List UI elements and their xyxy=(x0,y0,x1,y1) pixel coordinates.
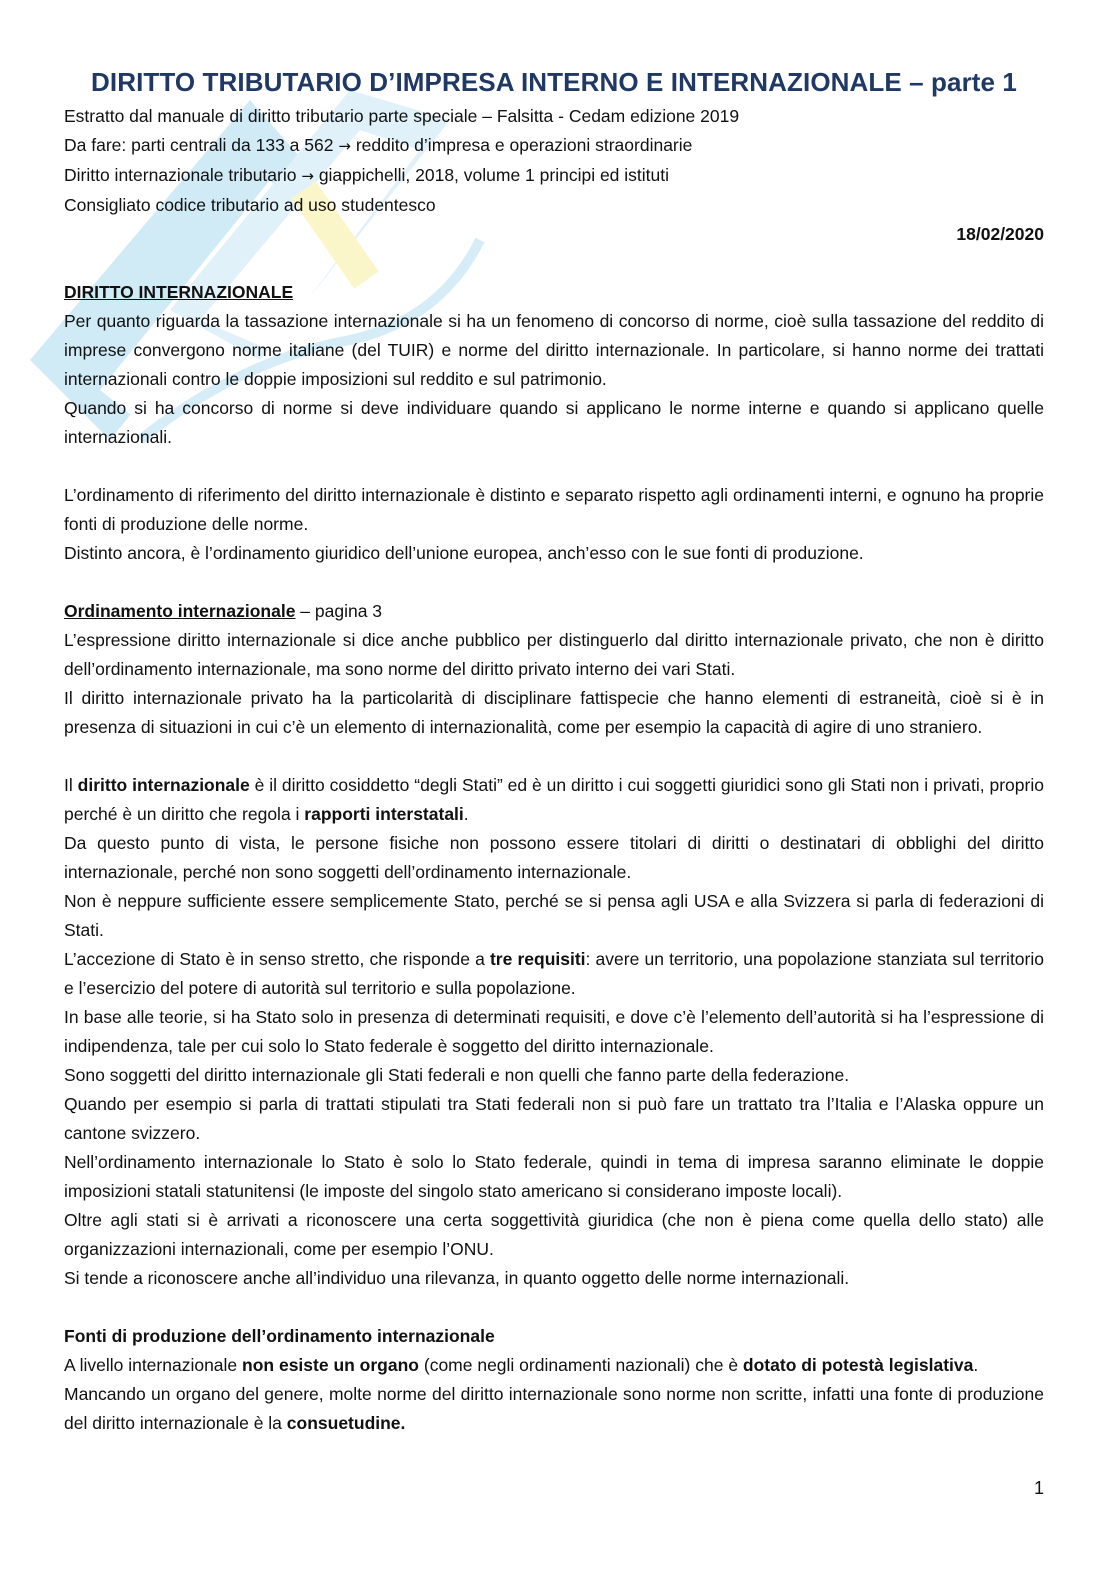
paragraph xyxy=(64,1380,1044,1438)
document-page xyxy=(64,62,1044,1438)
arrow-right-icon: → xyxy=(301,167,314,185)
paragraph: L’espressione diritto internazionale si dice anche pubblico per distinguerlo dal diritto internazionale privato, che non è diritto dell’ordinamento internazionale, ma sono norme del diritto privato interno dei vari Stati. xyxy=(64,630,1044,679)
paragraph: Nell’ordinamento internazionale lo Stato è solo lo Stato federale, quindi in tema di impresa saranno eliminate le doppie imposizioni statali statunitensi (le imposte del singolo stato americano si considerano imposte locali). xyxy=(64,1152,1044,1201)
document-title: DIRITTO TRIBUTARIO D’IMPRESA INTERNO E INTERNAZIONALE – parte 1 xyxy=(91,67,1017,97)
intro-line-2 xyxy=(64,131,1044,161)
intro-line-2-text-a: Da fare: parti centrali da 133 a 562 xyxy=(64,135,334,155)
text-run: . xyxy=(463,804,469,824)
intro-line-1: Estratto dal manuale di diritto tributario parte speciale – Falsitta - Cedam edizione 2019 xyxy=(64,106,740,126)
paragraph: Sono soggetti del diritto internazionale gli Stati federali e non quelli che fanno parte della federazione. xyxy=(64,1065,850,1085)
paragraph: Quando si ha concorso di norme si deve individuare quando si applicano le norme interne e quando si applicano quelle internazionali. xyxy=(64,398,1044,447)
intro-line-4: Consigliato codice tributario ad uso studentesco xyxy=(64,195,436,215)
text-run: (come negli ordinamenti nazionali) che è xyxy=(419,1355,743,1375)
text-run: . xyxy=(973,1355,979,1375)
paragraph xyxy=(64,945,1044,1003)
paragraph: L’ordinamento di riferimento del diritto internazionale è distinto e separato rispetto agli ordinamenti interni, e ognuno ha proprie fonti di produzione delle norme. xyxy=(64,485,1044,534)
paragraph: Distinto ancora, è l’ordinamento giuridico dell’unione europea, anch’esso con le sue fonti di produzione. xyxy=(64,543,864,563)
intro-line-2-text-b: reddito d’impresa e operazioni straordinarie xyxy=(355,135,693,155)
paragraph: Non è neppure sufficiente essere semplicemente Stato, perché se si pensa agli USA e alla Svizzera si parla di federazioni di Stati. xyxy=(64,891,1044,940)
bold-run: consuetudine. xyxy=(286,1413,406,1433)
text-run: A livello internazionale xyxy=(64,1355,243,1375)
paragraph: Si tende a riconoscere anche all’individuo una rilevanza, in quanto oggetto delle norme internazionali. xyxy=(64,1268,850,1288)
intro-line-3-text-a: Diritto internazionale tributario xyxy=(64,165,297,185)
subhead-bold: Ordinamento internazionale xyxy=(64,601,296,621)
bold-run: tre requisiti xyxy=(489,949,586,969)
paragraph: In base alle teorie, si ha Stato solo in presenza di determinati requisiti, e dove c’è l’elemento dell’autorità si ha l’espressione di indipendenza, tale per cui solo lo Stato federale è soggetto del diritto internazionale. xyxy=(64,1007,1044,1056)
text-run: è il diritto cosiddetto “degli Stati” ed è un diritto i cui soggetti giuridici sono gli Stati non i privati, proprio perché è un diritto che regola i xyxy=(64,775,1044,824)
bold-run: non esiste un organo xyxy=(242,1355,419,1375)
intro-line-3 xyxy=(64,161,1044,191)
document-date: 18/02/2020 xyxy=(956,224,1044,244)
section-heading-fonti: Fonti di produzione dell’ordinamento internazionale xyxy=(64,1326,495,1346)
text-run: Mancando un organo del genere, molte norme del diritto internazionale sono norme non scritte, infatti una fonte di produzione del diritto internazionale è la xyxy=(64,1384,1044,1433)
bold-run: rapporti interstatali xyxy=(304,804,464,824)
arrow-right-icon: → xyxy=(338,137,351,155)
bold-run: diritto internazionale xyxy=(77,775,250,795)
paragraph: Quando per esempio si parla di trattati stipulati tra Stati federali non si può fare un trattato tra l’Italia e l’Alaska oppure un cantone svizzero. xyxy=(64,1094,1044,1143)
intro-line-3-text-b: giappichelli, 2018, volume 1 principi ed istituti xyxy=(318,165,670,185)
subhead-rest: – pagina 3 xyxy=(295,601,383,621)
text-run: Il xyxy=(64,775,78,795)
paragraph: Oltre agli stati si è arrivati a riconoscere una certa soggettività giuridica (che non è piena come quella dello stato) alle organizzazioni internazionali, come per esempio l’ONU. xyxy=(64,1210,1044,1259)
section-heading-diritto-internazionale: DIRITTO INTERNAZIONALE xyxy=(64,282,294,302)
paragraph xyxy=(64,771,1044,829)
text-run: : avere un territorio, una popolazione stanziata sul territorio e l’esercizio del potere di autorità sul territorio e sulla popolazione. xyxy=(64,949,1044,998)
bold-run: dotato di potestà legislativa xyxy=(742,1355,974,1375)
section-heading-ordinamento-internazionale xyxy=(64,597,1044,626)
paragraph: Per quanto riguarda la tassazione internazionale si ha un fenomeno di concorso di norme, cioè sulla tassazione del reddito di imprese convergono norme italiane (del TUIR) e norme del diritto internazionale. In particolare, si hanno norme dei trattati internazionali contro le doppie imposizioni sul reddito e sul patrimonio. xyxy=(64,311,1044,389)
paragraph: Il diritto internazionale privato ha la particolarità di disciplinare fattispecie che hanno elementi di estraneità, cioè si è in presenza di situazioni in cui c’è un elemento di internazionalità, come per esempio la capacità di agire di uno straniero. xyxy=(64,688,1044,737)
paragraph: Da questo punto di vista, le persone fisiche non possono essere titolari di diritti o destinatari di obblighi del diritto internazionale, perché non sono soggetti dell’ordinamento internazionale. xyxy=(64,833,1044,882)
page-number: 1 xyxy=(1033,1478,1044,1498)
paragraph xyxy=(64,1351,1044,1380)
text-run: L’accezione di Stato è in senso stretto, che risponde a xyxy=(64,949,490,969)
